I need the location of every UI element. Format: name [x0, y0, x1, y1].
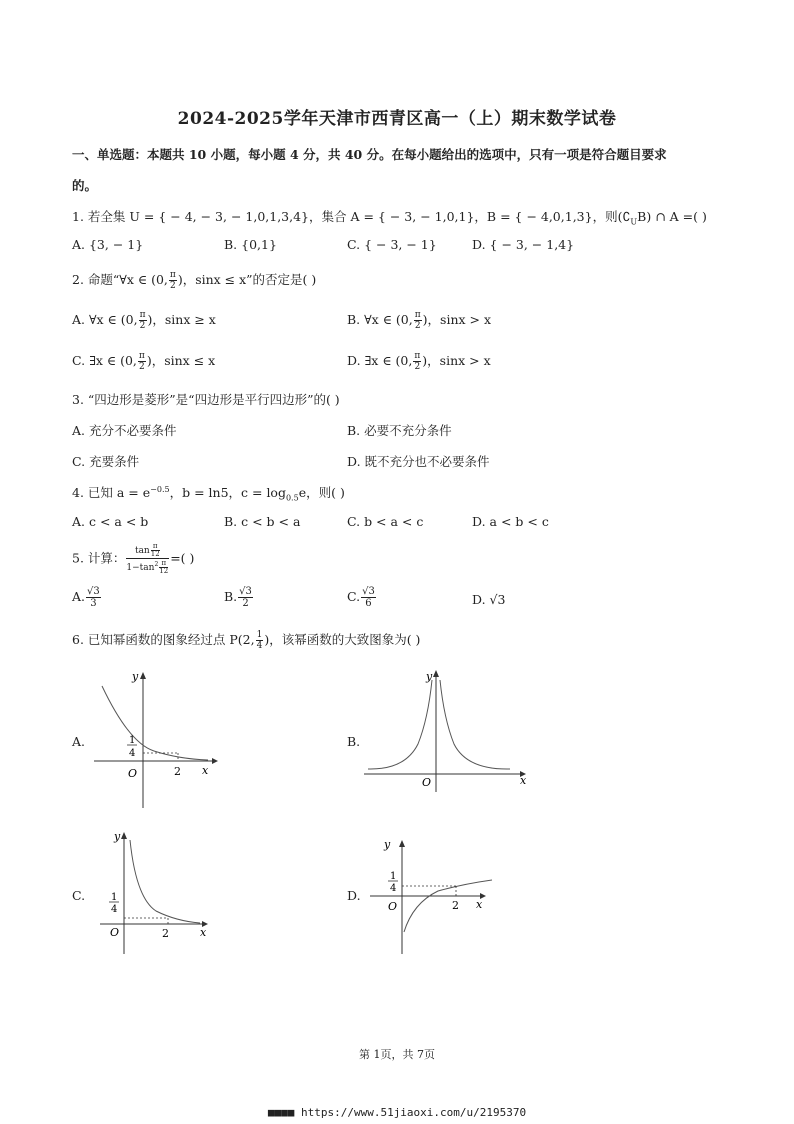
q4-sub: 0.5	[285, 493, 299, 503]
q2-b-frac-d: 2	[414, 321, 421, 331]
q5-b-frac	[238, 586, 253, 609]
q1-stem-end: B) ∩ A =( )	[637, 209, 707, 224]
quarter-d: 4	[129, 748, 136, 759]
q5-c-frac	[361, 586, 376, 609]
q5-num-tan: tan	[134, 546, 150, 556]
quarter-n-top: 1	[111, 892, 118, 903]
q5-c-label: C.	[347, 589, 361, 604]
section-heading: 一、单选题：本题共 10 小题，每小题 4 分，共 40 分。在每小题给出的选项中，只有一项是符合题目要求	[72, 147, 667, 162]
q2-stem-b: )，sinx ≤ x”的否定是( )	[177, 272, 317, 287]
q2-frac-d: 2	[169, 281, 176, 291]
quarter-n: 1	[129, 735, 136, 746]
q1-sub: U	[630, 217, 638, 227]
q2-d-frac	[413, 351, 421, 372]
q1-stem	[72, 207, 707, 227]
q5-stem	[72, 543, 194, 575]
q2-a-frac-n: π	[139, 310, 146, 320]
q1-option-d: D. { − 3, − 1,4}	[472, 237, 575, 252]
curve	[102, 686, 208, 760]
q2-d-frac-n: π	[414, 351, 421, 361]
q2-option-c	[72, 351, 215, 372]
q5-c-n: √3	[362, 586, 375, 597]
q6-frac-d: 4	[256, 641, 263, 651]
q1-option-a: A. {3, − 1}	[72, 237, 144, 252]
q6-graph-d	[368, 838, 498, 956]
y-axis-arrow	[121, 832, 127, 839]
q2-c-frac-d: 2	[139, 362, 145, 372]
q4-sup: −0.5	[150, 484, 170, 494]
y-axis-arrow	[433, 670, 439, 677]
q2-c-frac-n: π	[138, 351, 145, 361]
watermark-link[interactable]: ■■■■ https://www.51jiaoxi.com/u/2195370	[267, 1106, 527, 1119]
q6-stem	[72, 630, 420, 651]
q3-option-d: D. 既不充分也不必要条件	[347, 454, 490, 469]
q5-num-frac-d: 12	[150, 550, 160, 558]
q2-c-b: )，sinx ≤ x	[146, 353, 216, 368]
q1-option-c: C. { − 3, − 1}	[347, 237, 437, 252]
q5-a-frac	[86, 586, 101, 609]
q5-b-d: 2	[242, 598, 249, 609]
q3-option-a: A. 充分不必要条件	[72, 423, 177, 438]
q6-frac-n: 1	[256, 630, 263, 640]
origin-label: O	[128, 767, 138, 780]
y-label: y	[426, 670, 433, 683]
q2-a-frac-d: 2	[139, 321, 146, 331]
page-footer: 第 1页，共 7页	[359, 1048, 435, 1061]
curve-left	[368, 680, 432, 769]
q2-a-a: A. ∀x ∈ (0,	[72, 312, 138, 327]
q2-b-b: )，sinx > x	[422, 312, 492, 327]
q6-option-d-label: D.	[347, 888, 361, 903]
q4-stem-b: ，b = ln5，c = log	[169, 485, 286, 500]
x-axis-arrow	[212, 758, 218, 764]
q1-option-b: B. {0,1}	[224, 237, 277, 252]
q6-graph-b	[360, 664, 532, 794]
q5-frac	[126, 543, 169, 575]
y-label: y	[384, 838, 391, 851]
origin-label: O	[388, 900, 398, 913]
q2-c-a: C. ∃x ∈ (0,	[72, 353, 137, 368]
x-label: x	[200, 926, 207, 939]
q2-b-a: B. ∀x ∈ (0,	[347, 312, 413, 327]
q3-stem: 3. “四边形是菱形”是“四边形是平行四边形”的( )	[72, 392, 340, 407]
q2-a-b: )，sinx ≥ x	[147, 312, 216, 327]
y-label: y	[132, 670, 139, 683]
q5-a-label: A.	[72, 589, 86, 604]
q2-frac	[169, 270, 177, 291]
q6-option-b-label: B.	[347, 734, 361, 749]
q4-option-b: B. c < b < a	[224, 514, 301, 529]
x-label: x	[202, 764, 209, 777]
q2-b-frac-n: π	[414, 310, 421, 320]
q5-option-c	[347, 586, 377, 609]
q2-d-frac-d: 2	[414, 362, 421, 372]
y-label: y	[114, 830, 121, 843]
q1-stem-text: 1. 若全集 U = { − 4, − 3, − 1,0,1,3,4}，集合 A = { − 3, − 1,0,1}，B = { − 4,0,1,3}，则(∁	[72, 209, 631, 224]
q5-den-frac-n: π	[159, 560, 168, 568]
q2-option-d	[347, 351, 491, 372]
x-label: x	[520, 774, 527, 787]
section-heading-cont: 的。	[72, 178, 98, 193]
q5-den-sup: 2	[154, 561, 159, 568]
q6-option-a-label: A.	[72, 734, 86, 749]
q5-option-b	[224, 586, 254, 609]
q5-den-frac-d: 12	[159, 567, 169, 575]
q2-stem	[72, 270, 316, 291]
q4-stem-a: 4. 已知 a = e	[72, 485, 151, 500]
q5-num-frac-n: π	[151, 543, 160, 551]
q6-stem-a: 6. 已知幂函数的图象经过点 P(2,	[72, 632, 255, 647]
origin-label: O	[422, 776, 432, 789]
q4-option-c: C. b < a < c	[347, 514, 424, 529]
q2-c-frac	[138, 351, 146, 372]
q3-option-c: C. 充要条件	[72, 454, 140, 469]
q2-a-frac	[139, 310, 147, 331]
q4-stem	[72, 483, 345, 503]
quarter-d-top: 4	[111, 904, 118, 915]
origin-label: O	[110, 926, 120, 939]
q5-a-n: √3	[87, 586, 100, 597]
page-title: 2024-2025学年天津市西青区高一（上）期末数学试卷	[177, 109, 617, 129]
q5-b-n: √3	[239, 586, 252, 597]
q5-option-d: D. √3	[472, 592, 506, 607]
q5-num	[126, 543, 169, 559]
q2-option-a	[72, 310, 216, 331]
q2-frac-n: π	[169, 270, 176, 280]
q4-stem-c: e，则( )	[298, 485, 345, 500]
y-axis-arrow	[140, 672, 146, 679]
q5-stem-end: =( )	[170, 550, 195, 566]
q5-a-d: 3	[90, 598, 97, 609]
y-axis-arrow	[399, 840, 405, 847]
curve-right	[440, 680, 510, 769]
q6-graph-a	[84, 668, 224, 814]
q5-den	[126, 559, 169, 575]
q2-b-frac	[414, 310, 422, 331]
q6-graph-c	[96, 828, 214, 958]
quarter-n: 1	[390, 871, 397, 882]
quarter-d: 4	[390, 883, 397, 894]
tick-2: 2	[162, 927, 169, 940]
q5-c-d: 6	[365, 598, 372, 609]
q5-option-a	[72, 586, 102, 609]
q5-stem-a: 5. 计算：	[72, 550, 126, 566]
q5-den-tan: 1−tan	[126, 563, 155, 573]
q5-den-frac	[159, 560, 168, 575]
q2-stem-a: 2. 命题“∀x ∈ (0,	[72, 272, 168, 287]
q4-option-d: D. a < b < c	[472, 514, 549, 529]
q4-option-a: A. c < a < b	[72, 514, 149, 529]
q2-option-b	[347, 310, 491, 331]
tick-2: 2	[174, 765, 181, 778]
q5-num-frac	[151, 543, 160, 558]
curve	[130, 840, 200, 923]
q6-stem-b: )，该幂函数的大致图象为( )	[264, 632, 421, 647]
q6-option-c-label: C.	[72, 888, 86, 903]
q2-d-b: )，sinx > x	[422, 353, 491, 368]
tick-2: 2	[452, 899, 459, 912]
q5-b-label: B.	[224, 589, 238, 604]
q2-d-a: D. ∃x ∈ (0,	[347, 353, 413, 368]
x-label: x	[476, 898, 483, 911]
q3-option-b: B. 必要不充分条件	[347, 423, 452, 438]
q6-frac	[256, 630, 264, 651]
